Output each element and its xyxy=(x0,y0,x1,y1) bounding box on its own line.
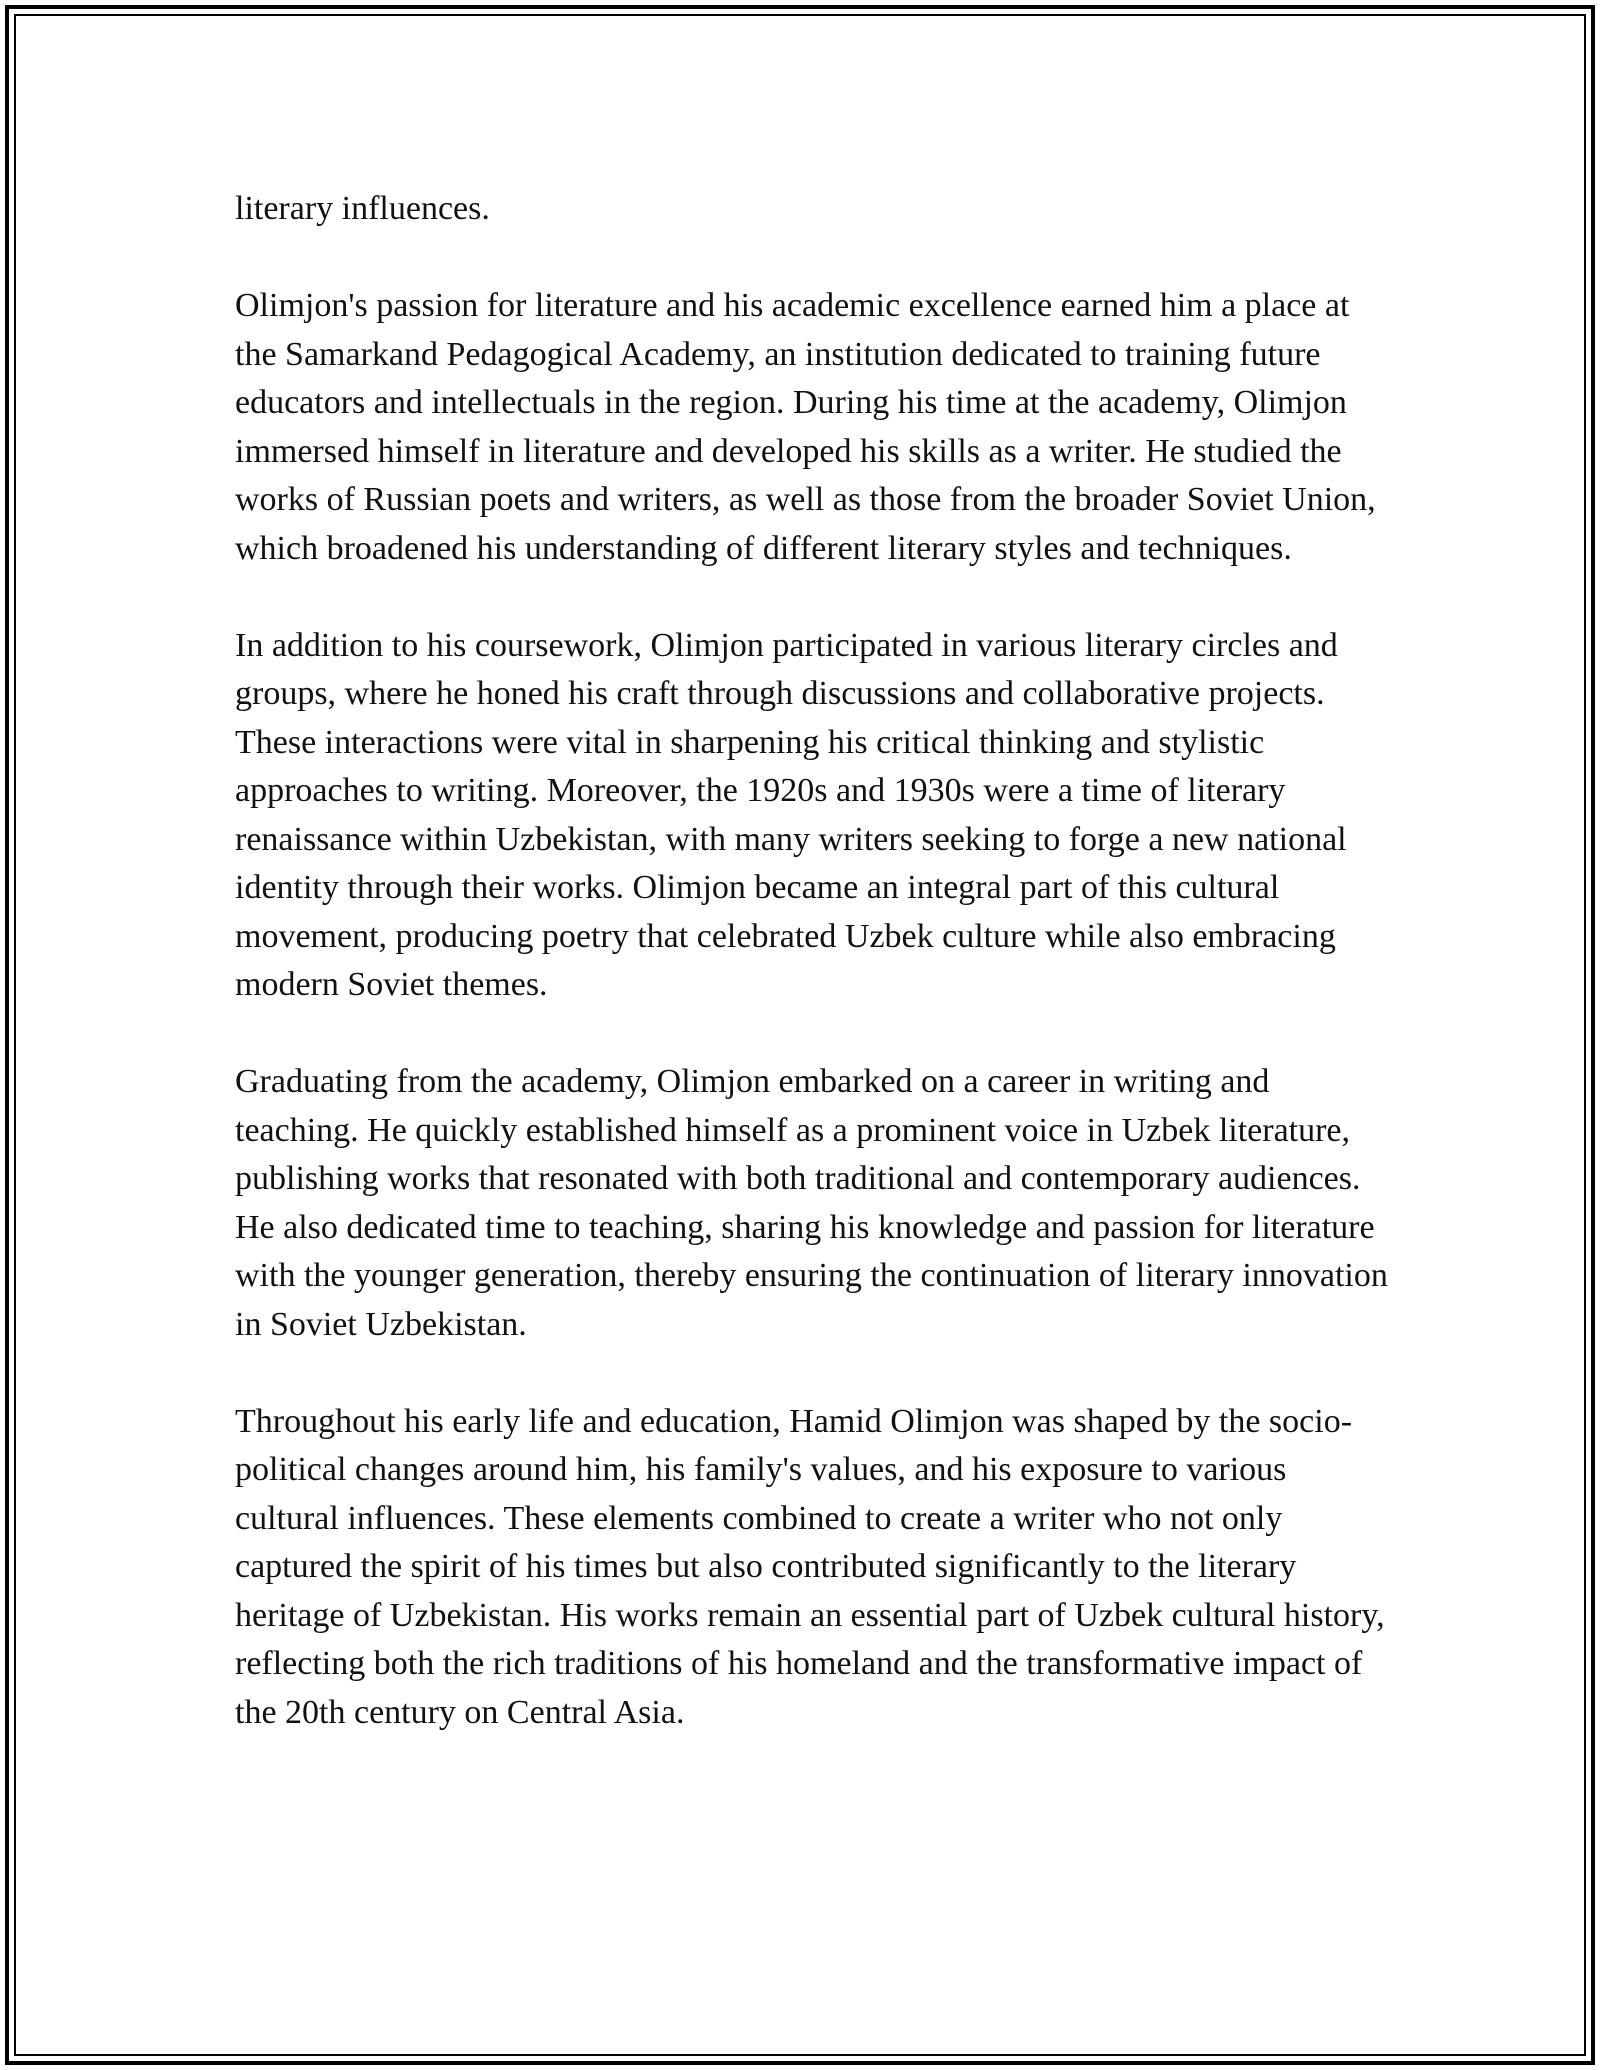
paragraph: Throughout his early life and education, Hamid Olimjon was shaped by the socio-political changes around him, his family's values, and his exposure to various cultural influences. These elements combined to create a writer who not only captured the spirit of his times but also contributed significantly to the literary heritage of Uzbekistan. His works remain an essential part of Uzbek cultural history, reflecting both the rich traditions of his homeland and the transformative impact of the 20th century on Central Asia. xyxy=(235,1402,1385,1731)
document-body xyxy=(235,185,1395,1786)
paragraph: Graduating from the academy, Olimjon embarked on a career in writing and teaching. He quickly established himself as a prominent voice in Uzbek literature, publishing works that resonated with both traditional and contemporary audiences. He also dedicated time to teaching, sharing his knowledge and passion for literature with the younger generation, thereby ensuring the continuation of literary innovation in Soviet Uzbekistan. xyxy=(235,1063,1388,1343)
paragraph: In addition to his coursework, Olimjon participated in various literary circles and groups, where he honed his craft through discussions and collaborative projects. These interactions were vital in sharpening his critical thinking and stylistic approaches to writing. Moreover, the 1920s and 1930s were a time of literary renaissance within Uzbekistan, with many writers seeking to forge a new national identity through their works. Olimjon became an integral part of this cultural movement, producing poetry that celebrated Uzbek culture while also embracing modern Soviet themes. xyxy=(235,626,1347,1003)
paragraph: literary influences. xyxy=(235,190,490,227)
paragraph: Olimjon's passion for literature and his academic excellence earned him a place at the Samarkand Pedagogical Academy, an institution dedicated to training future educators and intellectuals in the region. During his time at the academy, Olimjon immersed himself in literature and developed his skills as a writer. He studied the works of Russian poets and writers, as well as those from the broader Soviet Union, which broadened his understanding of different literary styles and techniques. xyxy=(235,287,1376,567)
